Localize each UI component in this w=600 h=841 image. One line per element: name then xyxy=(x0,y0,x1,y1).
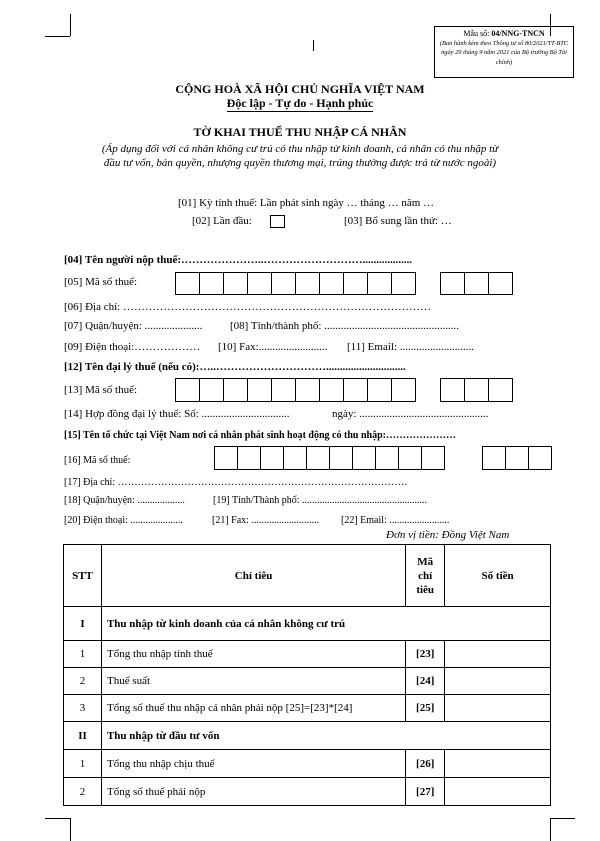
row-amount[interactable] xyxy=(445,641,551,668)
row-stt: 1 xyxy=(64,750,102,778)
agent-tax-code-suffix-boxes[interactable] xyxy=(441,378,513,402)
crop-mark-bottom-left-v xyxy=(70,818,71,841)
row-item: Tổng thu nhập chịu thuế xyxy=(101,750,405,778)
row-amount[interactable] xyxy=(445,750,551,778)
form-code-box xyxy=(434,26,574,78)
first-time-label: [02] Lần đầu: xyxy=(192,215,252,227)
section-title: Thu nhập từ kinh doanh của cá nhân không cư trú xyxy=(101,607,550,641)
subtitle-line-1: (Áp dụng đối với cá nhân không cư trú có thu nhập từ kinh doanh, cá nhân có thu nhập từ xyxy=(101,143,499,155)
crop-mark-bottom-right-h xyxy=(550,818,575,819)
col-code xyxy=(406,545,445,607)
row-amount[interactable] xyxy=(445,668,551,695)
col-code-line-1: Mã xyxy=(417,555,434,568)
org-email-field: [22] Email: ........................ xyxy=(341,515,450,526)
crop-mark-top-left-h xyxy=(45,36,70,37)
form-code-label: Mẫu số: xyxy=(463,29,492,38)
tax-code-suffix-boxes[interactable] xyxy=(441,272,513,295)
org-tax-code-label: [16] Mã số thuế: xyxy=(64,455,131,466)
table-body xyxy=(64,607,551,806)
org-phone-field: [20] Điện thoại: ..................... xyxy=(64,515,183,526)
motto xyxy=(0,96,600,111)
crop-mark-top-left-v xyxy=(70,14,71,36)
subtitle-line-2: đầu tư vốn, bản quyền, nhượng quyền thương mại, trúng thưởng được trả từ nước ngoài) xyxy=(103,157,497,169)
section-stt: I xyxy=(64,607,102,641)
crop-mark-bottom-right-v xyxy=(550,818,551,841)
org-province-field: [19] Tỉnh/Thành phố: .................................................. xyxy=(213,495,427,506)
agent-contract-number: [14] Hợp đồng đại lý thuế: Số: ................................ xyxy=(64,408,290,420)
col-stt: STT xyxy=(64,545,102,607)
form-basis: (Ban hành kèm theo Thông tư số 80/2021/TT-BTC ngày 29 tháng 9 năm 2021 của Bộ trưởng Bộ Tài chính) xyxy=(439,39,569,66)
district-field: [07] Quận/huyện: ..................... xyxy=(64,320,203,332)
republic-heading: CỘNG HOÀ XÃ HỘI CHỦ NGHĨA VIỆT NAM xyxy=(175,82,425,96)
text-cursor xyxy=(313,40,314,51)
tax-code-boxes[interactable] xyxy=(176,272,416,295)
currency-note: Đơn vị tiền: Đồng Việt Nam xyxy=(386,529,510,541)
fax-field: [10] Fax:......................... xyxy=(218,341,328,353)
crop-mark-bottom-left-h xyxy=(45,818,70,819)
col-code-line-3: tiêu xyxy=(416,583,435,596)
table-row xyxy=(64,778,551,806)
section-title: Thu nhập từ đầu tư vốn xyxy=(101,722,550,750)
taxpayer-name-field: [04] Tên người nộp thuế:…………………..……………………….................. xyxy=(64,254,413,266)
row-stt: 3 xyxy=(64,695,102,722)
row-item: Tổng số thuế phải nộp xyxy=(101,778,405,806)
tax-code-label: [05] Mã số thuế: xyxy=(64,276,138,288)
email-field: [11] Email: ........................... xyxy=(347,341,474,353)
row-item: Tổng số thuế thu nhập cá nhân phải nộp [25]=[23]*[24] xyxy=(101,695,405,722)
phone-field: [09] Điện thoại:……………… xyxy=(64,341,201,353)
section-stt: II xyxy=(64,722,102,750)
row-code: [27] xyxy=(406,778,445,806)
row-stt: 1 xyxy=(64,641,102,668)
row-code: [23] xyxy=(406,641,445,668)
table-row xyxy=(64,695,551,722)
row-amount[interactable] xyxy=(445,695,551,722)
vn-organization-field: [15] Tên tổ chức tại Việt Nam nơi cá nhân phát sinh hoạt động có thu nhập:………………… xyxy=(64,430,456,441)
tax-table xyxy=(63,544,551,806)
agent-tax-code-boxes[interactable] xyxy=(176,378,416,402)
org-tax-code-suffix-boxes[interactable] xyxy=(483,446,552,470)
org-district-field: [18] Quận/huyện: ................... xyxy=(64,495,185,506)
org-address-field: [17] Địa chỉ: …………………………………………………………………………… xyxy=(64,477,408,488)
first-time-checkbox[interactable] xyxy=(270,215,285,228)
table-section-row xyxy=(64,722,551,750)
form-title: TỜ KHAI THUẾ THU NHẬP CÁ NHÂN xyxy=(193,125,407,139)
row-code: [24] xyxy=(406,668,445,695)
form-code-value: 04/NNG-TNCN xyxy=(491,29,545,38)
col-amount: Số tiền xyxy=(445,545,551,607)
row-stt: 2 xyxy=(64,668,102,695)
row-stt: 2 xyxy=(64,778,102,806)
row-amount[interactable] xyxy=(445,778,551,806)
org-tax-code-boxes[interactable] xyxy=(215,446,445,470)
tax-agent-name-field: [12] Tên đại lý thuế (nếu có):…..…………………………............................. xyxy=(64,361,406,373)
agent-contract-date: ngày: ............................................... xyxy=(332,408,489,420)
col-code-line-2: chỉ xyxy=(418,569,433,582)
table-row xyxy=(64,668,551,695)
table-header-row xyxy=(64,545,551,607)
org-fax-field: [21] Fax: ........................... xyxy=(212,515,319,526)
motto-text: Độc lập - Tự do - Hạnh phúc xyxy=(226,96,374,110)
row-code: [26] xyxy=(406,750,445,778)
col-item: Chỉ tiêu xyxy=(101,545,405,607)
table-section-row xyxy=(64,607,551,641)
tax-period-field: [01] Kỳ tính thuế: Lần phát sinh ngày … tháng … năm … xyxy=(178,197,435,209)
row-item: Tổng thu nhập tính thuế xyxy=(101,641,405,668)
row-item: Thuế suất xyxy=(101,668,405,695)
address-field: [06] Địa chỉ: ………………………………………………………………………… xyxy=(64,301,431,313)
table-row xyxy=(64,641,551,668)
table-row xyxy=(64,750,551,778)
row-code: [25] xyxy=(406,695,445,722)
agent-tax-code-label: [13] Mã số thuế: xyxy=(64,384,138,396)
province-field: [08] Tỉnh/thành phố: ................................................. xyxy=(230,320,459,332)
supplement-field: [03] Bổ sung lần thứ: … xyxy=(344,215,452,227)
